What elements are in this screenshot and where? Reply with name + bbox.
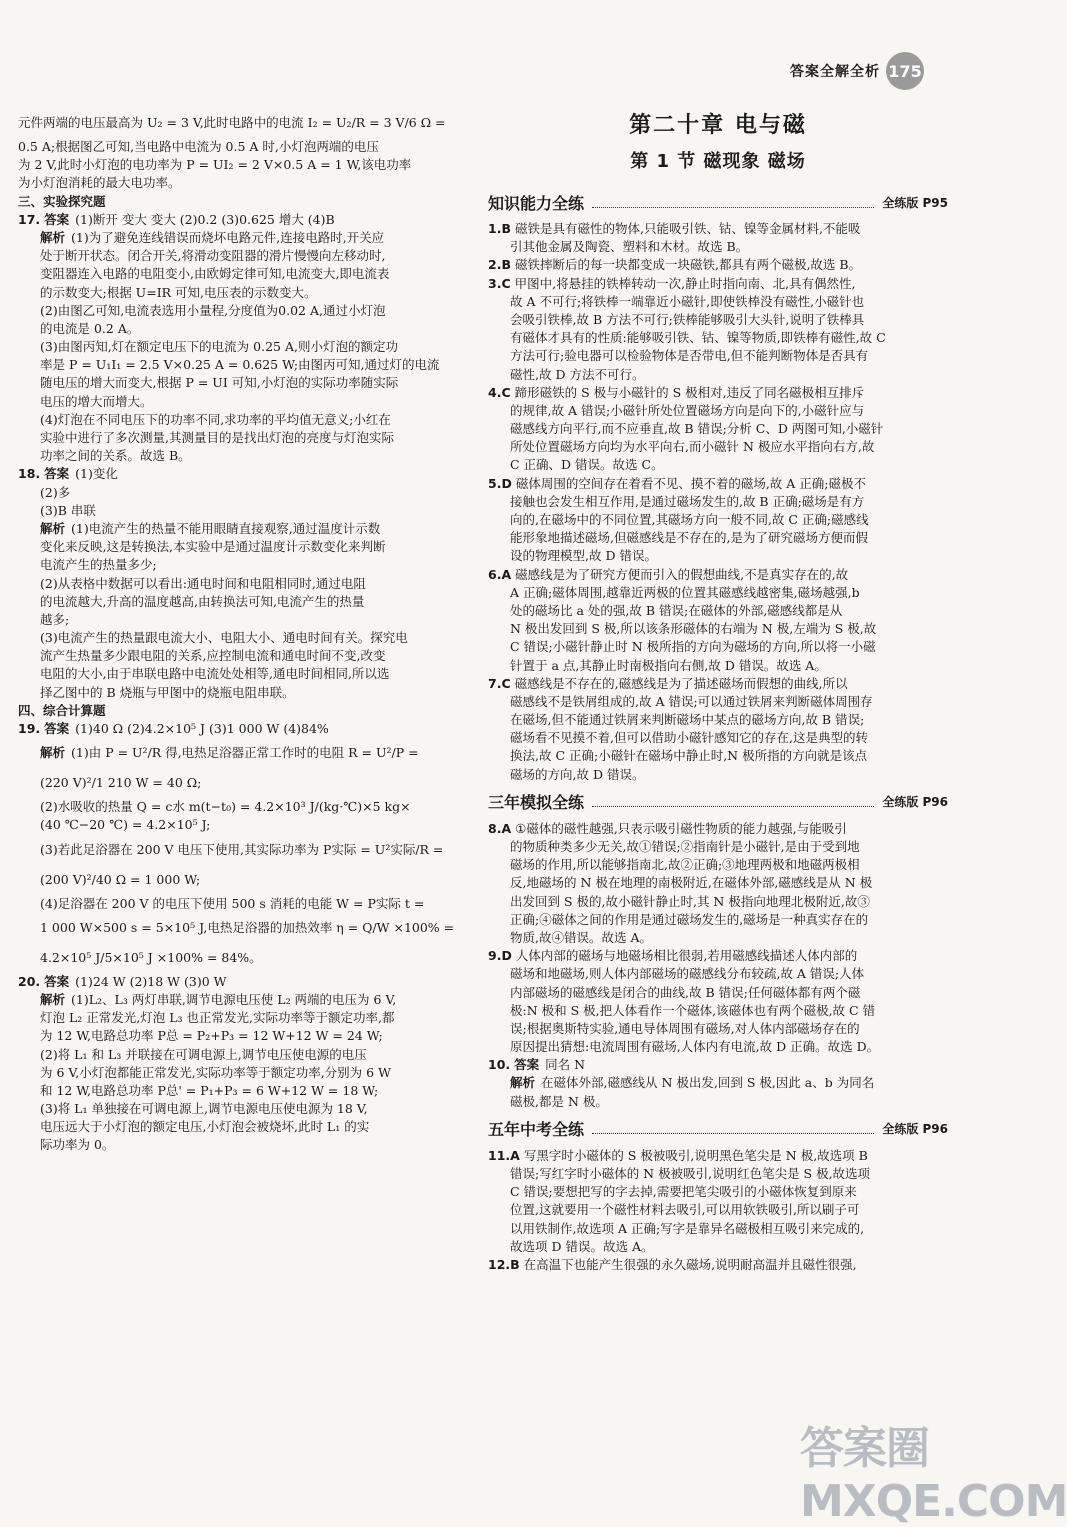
text-line: [488, 1093, 948, 1111]
text-line: [488, 1056, 948, 1074]
text-line: [488, 402, 948, 420]
line-text: 故选项 D 错误。故选 A。: [510, 1238, 654, 1254]
line-text: C 错误;要想把写的字去掉,需要把笔尖吸引的小磁体恢复到原来: [510, 1184, 857, 1200]
line-text: 磁场的作用,所以能够指南北,故②正确;③地理两极和地磁两极相: [510, 857, 860, 873]
line-text: 的电流是 0.2 A。: [40, 320, 140, 336]
text-line: [488, 384, 948, 402]
answer-label: 解析: [40, 745, 66, 761]
line-text: 电压的增大而增大。: [40, 393, 153, 409]
line-text: 换法,故 C 正确;小磁针在磁场中静止时,N 极所指的方向就是该点: [510, 748, 868, 764]
line-text: 1 000 W×500 s = 5×10⁵ J,电热足浴器的加热效率 η = Q/W ×100% =: [40, 919, 455, 935]
text-line: [18, 738, 476, 768]
line-text: 随电压的增大而变大,根据 P = UI 可知,小灯泡的实际功率随实际: [40, 375, 399, 391]
text-line: [18, 374, 476, 392]
question-number: 19.: [18, 721, 41, 736]
line-text: (3)由图丙知,灯在额定电压下的电流为 0.25 A,则小灯泡的额定功: [40, 339, 398, 355]
text-line: [18, 174, 476, 192]
line-text: 引其他金属及陶瓷、塑料和木材。故选 B。: [510, 239, 749, 255]
line-text: 有磁体才具有的性质:能够吸引铁、钴、镍等物质,即铁棒有磁性,故 C: [510, 330, 886, 346]
line-text: 向的,在磁场中的不同位置,其磁场方向一般不同,故 C 正确;磁感线: [510, 512, 869, 527]
text-line: [18, 320, 476, 338]
text-line: [18, 629, 476, 647]
question-number: 9.D: [488, 948, 512, 964]
text-line: [18, 447, 476, 465]
band-ref: 全练版 P96: [882, 1122, 948, 1137]
text-line: [18, 991, 476, 1009]
question-number: 17.: [18, 211, 41, 227]
line-text: 位置,这就要用一个磁性材料去吸引,可以用软铁吸引,所以刷子可: [510, 1202, 860, 1218]
line-text: 以用铁制作,故选项 A 正确;写字是靠异名磁极相互吸引来完成的,: [510, 1220, 865, 1236]
question-number: 4.C: [488, 384, 511, 400]
line-text: (1)为了避免连线错误而烧坏电路元件,连接电路时,开关应: [71, 229, 385, 245]
text-line: [488, 874, 948, 892]
answer-label: 解析: [40, 229, 66, 245]
text-line: [18, 520, 476, 538]
text-line: [488, 929, 948, 947]
chapter-title: 第二十章 电与磁: [629, 113, 807, 138]
text-line: [18, 1046, 476, 1064]
text-line: [488, 529, 948, 547]
line-text: 正确;④磁体之间的作用是通过磁场发生的,磁场是一种真实存在的: [510, 911, 869, 927]
text-line: [18, 611, 476, 629]
line-text: 磁感线是不存在的,磁感线是为了描述磁场而假想的曲线,所以: [514, 675, 848, 691]
line-text: C 错误;小磁针静止时 N 极所指的方向为磁场的方向,所以将一小磁: [510, 639, 876, 655]
line-text: 为 2 V,此时小灯泡的电功率为 P = UI₂ = 2 V×0.5 A = 1 W,该电功率: [18, 157, 412, 173]
text-line: [18, 284, 476, 302]
line-text: 为 12 W,电路总功率 P总 = P₂+P₃ = 12 W+12 W = 24 W;: [40, 1028, 383, 1044]
text-line: [18, 138, 476, 156]
line-text: 磁性,故 D 方法不可行。: [510, 366, 645, 382]
right-column: [488, 108, 948, 1274]
page-number-badge: 175: [886, 52, 924, 90]
text-line: [18, 1118, 476, 1136]
line-text: 甲图中,将悬挂的铁棒转动一次,静止时指向南、北,具有偶然性,: [514, 275, 856, 291]
line-text: 率是 P = U₁I₁ = 2.5 V×0.25 A = 0.625 W;由图丙可知,通过灯的电流: [40, 357, 440, 373]
answer-label: 答案: [44, 721, 70, 736]
line-text: 接触也会发生相互作用,是通过磁场发生的,故 B 正确;磁场是有方: [510, 493, 865, 509]
line-text: 写黑字时小磁体的 S 极被吸引,说明黑色笔尖是 N 极,故选项 B: [523, 1147, 868, 1163]
text-line: [18, 1009, 476, 1027]
band-divider: [592, 796, 874, 807]
text-line: [488, 293, 948, 311]
line-text: (3)将 L₁ 单独接在可调电源上,调节电源电压使电源为 18 V,: [40, 1101, 368, 1117]
line-text: 磁铁摔断后的每一块都变成一块磁铁,都具有两个磁极,故选 B。: [514, 257, 862, 273]
question-number: 10.: [488, 1057, 511, 1073]
text-line: [488, 511, 948, 529]
line-text: 蹄形磁铁的 S 极与小磁针的 S 极相对,违反了同名磁极相互排斥: [514, 384, 865, 400]
text-line: [488, 420, 948, 438]
line-text: (2)水吸收的热量 Q = c水 m(t−t₀) = 4.2×10³ J/(kg·℃)×5 kg×: [40, 799, 411, 815]
text-line: [488, 947, 948, 965]
line-text: 故 A 不可行;将铁棒一端靠近小磁针,即使铁棒没有磁性,小磁针也: [510, 293, 865, 309]
line-text: 磁感线不是铁屑组成的,故 A 错误;可以通过铁屑来判断磁体周围存: [510, 693, 873, 709]
line-text: (4)灯泡在不同电压下的功率不同,求功率的平均值无意义;小红在: [40, 411, 391, 427]
text-line: [18, 1136, 476, 1154]
line-text: 4.2×10⁵ J/5×10⁵ J ×100% = 84%。: [40, 949, 262, 965]
question-number: 5.D: [488, 475, 512, 491]
line-text: C 正确、D 错误。故选 C。: [510, 457, 664, 473]
line-text: (1)由 P = U²/R 得,电热足浴器正常工作时的电阻 R = U²/P =: [71, 745, 419, 761]
question-number: 3.C: [488, 275, 511, 291]
line-text: (200 V)²/40 Ω = 1 000 W;: [40, 871, 201, 887]
line-text: 磁场和地磁场,则人体内部磁场的磁感线分布较疏,故 A 错误;人体: [510, 966, 865, 982]
band-divider: [592, 1123, 874, 1134]
text-line: [488, 711, 948, 729]
line-text: ①磁体的磁性越强,只表示吸引磁性物质的能力越强,与能吸引: [515, 820, 847, 836]
band-divider: [592, 197, 874, 208]
line-text: 物质,故④错误。故选 A。: [510, 929, 652, 945]
line-text: 实验中进行了多次测量,其测量目的是找出灯泡的亮度与灯泡实际: [40, 430, 394, 445]
line-text: (2)将 L₁ 和 L₃ 并联接在可调电源上,调节电压使电源的电压: [40, 1046, 367, 1062]
text-line: [488, 566, 948, 584]
text-line: [488, 1238, 948, 1256]
five-year-answers: [488, 1147, 948, 1274]
question-number: 11.A: [488, 1147, 520, 1163]
question-number: 12.B: [488, 1256, 520, 1272]
text-line: [18, 502, 476, 520]
answer-label: 答案: [44, 211, 70, 227]
text-line: [488, 456, 948, 474]
text-line: [18, 1100, 476, 1118]
line-text: A 正确;磁体周围,越靠近两极的位置其磁感线越密集,磁场越强,b: [510, 584, 860, 600]
text-line: [488, 638, 948, 656]
text-line: [488, 275, 948, 293]
question-number: 6.A: [488, 566, 512, 582]
line-text: 在高温下也能产生很强的永久磁场,说明耐高温并且磁性很强,: [523, 1256, 857, 1272]
line-text: (2)多: [40, 484, 71, 500]
line-text: 流产生热量多少跟电阻的关系,应控制电流和通电时间不变,改变: [40, 648, 386, 664]
line-text: 磁感线方向平行,而不应垂直,故 B 错误;分析 C、D 两图可知,小磁针: [510, 421, 884, 437]
line-text: 变阻器连入电路的电阻变小,由欧姆定律可知,电流变大,即电流表: [40, 266, 390, 282]
line-text: 变化来反映,这是转换法,本实验中是通过温度计示数变化来判断: [40, 539, 386, 555]
line-text: 误;根据奥斯特实验,通电导体周围有磁场,对人体内部磁场存在的: [510, 1020, 860, 1036]
line-text: N 极出发回到 S 极,所以该条形磁体的右端为 N 极,左端为 S 极,故: [510, 621, 877, 637]
text-line: [18, 575, 476, 593]
line-text: 和 12 W,电路总功率 P总' = P₁+P₃ = 6 W+12 W = 18 W;: [40, 1082, 379, 1098]
text-line: [18, 108, 476, 138]
text-line: [18, 720, 476, 738]
line-text: 能形象地描述磁场,但磁感线是不存在的,是为了研究磁场方便而假: [510, 530, 868, 546]
text-line: [488, 820, 948, 838]
line-text: 处的磁场比 a 处的强,故 B 错误;在磁体的外部,磁感线都是从: [510, 602, 843, 618]
text-line: [18, 1064, 476, 1082]
line-text: 错误;写红字时小磁体的 N 极被吸引,说明红色笔尖是 S 极,故选项: [510, 1166, 871, 1181]
text-line: [488, 838, 948, 856]
text-line: [18, 429, 476, 447]
text-line: [18, 193, 476, 211]
line-text: 为 6 V,小灯泡都能正常发光,实际功率等于额定功率,分别为 6 W: [40, 1064, 391, 1080]
line-text: 磁感线是为了研究方便而引入的假想曲线,不是真实存在的,故: [515, 566, 849, 582]
text-line: [18, 1082, 476, 1100]
watermark-logo: 答案圈 MXQE.COM: [800, 1423, 1067, 1527]
line-text: 的示数变大;根据 U=IR 可知,电压表的示数变大。: [40, 284, 317, 300]
line-text: (1)40 Ω (2)4.2×10⁵ J (3)1 000 W (4)84%: [75, 721, 329, 736]
text-line: [488, 1038, 948, 1056]
text-line: [18, 835, 476, 865]
line-text: 同名 N: [545, 1057, 586, 1073]
text-line: [18, 229, 476, 247]
line-text: (220 V)²/1 210 W = 40 Ω;: [40, 775, 202, 791]
left-column: [18, 108, 476, 1155]
text-line: [488, 1220, 948, 1238]
question-number: 1.B: [488, 221, 511, 236]
text-line: [488, 1165, 948, 1183]
text-line: [488, 911, 948, 929]
band-title: 三年模拟全练: [488, 793, 585, 813]
line-text: 三、实验探究题: [18, 193, 106, 209]
text-line: [18, 768, 476, 798]
text-line: [488, 602, 948, 620]
text-line: [488, 675, 948, 693]
line-text: 磁场的方向,故 D 错误。: [510, 766, 645, 782]
line-text: (1)断开 变大 变大 (2)0.2 (3)0.625 增大 (4)B: [75, 211, 335, 227]
text-line: [18, 265, 476, 283]
line-text: 四、综合计算题: [18, 702, 106, 718]
text-line: [18, 816, 476, 834]
text-line: [18, 684, 476, 702]
line-text: (3)若此足浴器在 200 V 电压下使用,其实际功率为 P实际 = U²实际/R =: [40, 841, 444, 857]
three-year-answers: [488, 820, 948, 1111]
line-text: 际功率为 0。: [40, 1137, 115, 1153]
line-text: (40 ℃−20 ℃) = 4.2×10⁵ J;: [40, 817, 211, 833]
text-line: [488, 475, 948, 493]
line-text: 磁场看不见摸不着,但可以借助小磁针感知它的存在,这是典型的转: [510, 730, 868, 746]
text-line: [18, 338, 476, 356]
text-line: [18, 156, 476, 174]
text-line: [18, 973, 476, 991]
text-line: [18, 647, 476, 665]
text-line: [488, 620, 948, 638]
band-three-year: [488, 788, 948, 816]
text-line: [488, 1147, 948, 1165]
answer-label: 解析: [510, 1075, 536, 1091]
line-text: 方法可行;验电器可以检验物体是否带电,但不能判断物体是否具有: [510, 348, 869, 364]
line-text: 功率之间的关系。故选 B。: [40, 448, 191, 464]
line-text: (3)电流产生的热量跟电流大小、电阻大小、通电时间有关。探究电: [40, 630, 408, 646]
text-line: [18, 538, 476, 556]
line-text: (1)变化: [75, 466, 118, 482]
line-text: 极:N 极和 S 极,把人体看作一个磁体,该磁体也有两个磁极,故 C 错: [510, 1002, 876, 1018]
text-line: [18, 247, 476, 265]
text-line: [488, 856, 948, 874]
line-text: 择乙图中的 B 烧瓶与甲图中的烧瓶电阻串联。: [40, 684, 295, 700]
line-text: 电阻的大小,由于串联电路中电流处处相等,通电时间相同,所以选: [40, 666, 390, 682]
line-text: 为小灯泡消耗的最大电功率。: [18, 175, 181, 191]
text-line: [18, 913, 476, 943]
line-text: 处于断开状态。闭合开关,将滑动变阻器的滑片慢慢向左移动时,: [40, 248, 386, 264]
text-line: [488, 1183, 948, 1201]
answer-label: 答案: [44, 973, 70, 989]
text-line: [488, 893, 948, 911]
band-title: 知识能力全练: [488, 193, 585, 213]
text-line: [488, 1201, 948, 1219]
line-text: (3)B 串联: [40, 502, 96, 518]
line-text: 元件两端的电压最高为 U₂ = 3 V,此时电路中的电流 I₂ = U₂/R = 3 V/6 Ω =: [18, 115, 446, 130]
line-text: 磁体周围的空间存在着看不见、摸不着的磁场,故 A 正确;磁极不: [515, 475, 866, 491]
line-text: (2)由图乙可知,电流表选用小量程,分度值为0.02 A,通过小灯泡: [40, 302, 386, 318]
line-text: 在磁体外部,磁感线从 N 极出发,回到 S 极,因此 a、b 为同名: [541, 1075, 875, 1091]
band-five-year: [488, 1115, 948, 1143]
text-line: [488, 547, 948, 565]
question-number: 2.B: [488, 257, 511, 273]
header-title: 答案全解全析: [790, 64, 880, 80]
line-text: (1)24 W (2)18 W (3)0 W: [75, 973, 227, 989]
line-text: 的电流越大,升高的温度越高,由转换法可知,电流产生的热量: [40, 593, 365, 609]
text-line: [488, 747, 948, 765]
text-line: [18, 1027, 476, 1045]
text-line: [488, 493, 948, 511]
text-line: [488, 729, 948, 747]
line-text: 越多;: [40, 611, 70, 627]
band-ref: 全练版 P95: [882, 195, 948, 210]
line-text: 的规律,故 A 错误;小磁针所处位置磁场方向是向下的,小磁针应与: [510, 402, 865, 418]
line-text: 出发回到 S 极的,故小磁针静止时,其 N 极指向地理北极附近,故③: [510, 893, 870, 909]
line-text: 电压远大于小灯泡的额定电压,小灯泡会被烧坏,此时 L₁ 的实: [40, 1119, 370, 1135]
knowledge-answers: [488, 220, 948, 784]
line-text: (1)电流产生的热量不能用眼睛直接观察,通过温度计示数: [71, 520, 381, 536]
text-line: [18, 556, 476, 574]
answer-label: 答案: [44, 466, 70, 482]
line-text: 内部磁场的磁感线是闭合的曲线,故 B 错误;任何磁体都有两个磁: [510, 984, 861, 1000]
section-title: 第 1 节 磁现象 磁场: [630, 151, 806, 172]
line-text: (1)L₂、L₃ 两灯串联,调节电源电压使 L₂ 两端的电压为 6 V,: [71, 991, 397, 1007]
page-header: [790, 52, 924, 90]
text-line: [18, 798, 476, 816]
text-line: [488, 256, 948, 274]
line-text: 的物质种类多少无关,故①错误;②指南针是小磁针,是由于受到地: [510, 839, 860, 854]
text-line: [18, 465, 476, 483]
text-line: [488, 584, 948, 602]
text-line: [488, 1002, 948, 1020]
text-line: [488, 311, 948, 329]
text-line: [488, 984, 948, 1002]
text-line: [18, 593, 476, 611]
question-number: 20.: [18, 973, 41, 989]
band-ref: 全练版 P96: [882, 795, 948, 810]
text-line: [488, 238, 948, 256]
text-line: [488, 1074, 948, 1092]
question-number: 18.: [18, 466, 41, 482]
line-text: 电流产生的热量多少;: [40, 557, 157, 573]
text-line: [488, 366, 948, 384]
question-number: 8.A: [488, 820, 512, 836]
line-text: 磁极,都是 N 极。: [510, 1093, 608, 1109]
band-title: 五年中考全练: [488, 1120, 585, 1140]
line-text: 设的物理模型,故 D 错误。: [510, 548, 657, 564]
line-text: 会吸引铁棒,故 B 方法不可行;铁棒能够吸引大头针,说明了铁棒具: [510, 311, 865, 327]
line-text: 原因提出猜想:电流周围有磁场,人体内有电流,故 D 正确。故选 D。: [510, 1039, 880, 1055]
text-line: [18, 895, 476, 913]
line-text: 人体内部的磁场与地磁场相比很弱,若用磁感线描述人体内部的: [515, 948, 858, 964]
answer-label: 答案: [514, 1057, 540, 1073]
text-line: [18, 211, 476, 229]
answer-label: 解析: [40, 520, 66, 536]
text-line: [488, 693, 948, 711]
band-knowledge: [488, 188, 948, 216]
text-line: [18, 411, 476, 429]
text-line: [18, 943, 476, 973]
line-text: 磁铁是具有磁性的物体,只能吸引铁、钴、镍等金属材料,不能吸: [514, 221, 861, 236]
text-line: [488, 220, 948, 238]
text-line: [18, 484, 476, 502]
text-line: [488, 329, 948, 347]
text-line: [488, 657, 948, 675]
text-line: [488, 965, 948, 983]
text-line: [18, 393, 476, 411]
text-line: [488, 766, 948, 784]
text-line: [18, 865, 476, 895]
question-number: 7.C: [488, 675, 511, 691]
line-text: 灯泡 L₂ 正常发光,灯泡 L₃ 也正常发光,实际功率等于额定功率,都: [40, 1010, 395, 1026]
text-line: [488, 438, 948, 456]
text-line: [18, 302, 476, 320]
line-text: 所处位置磁场方向均为水平向右,而小磁针 N 极应水平指向右方,故: [510, 439, 875, 455]
text-line: [18, 356, 476, 374]
line-text: (4)足浴器在 200 V 的电压下使用 500 s 消耗的电能 W = P实际 t =: [40, 895, 425, 911]
text-line: [488, 1256, 948, 1274]
text-line: [18, 702, 476, 720]
line-text: 0.5 A;根据图乙可知,当电路中电流为 0.5 A 时,小灯泡两端的电压: [18, 139, 379, 154]
text-line: [488, 347, 948, 365]
line-text: 反,地磁场的 N 极在地理的南极附近,在磁体外部,磁感线是从 N 极: [510, 875, 873, 891]
line-text: (2)从表格中数据可以看出:通电时间和电阻相同时,通过电阻: [40, 575, 366, 591]
line-text: 在磁场,但不能通过铁屑来判断磁场中某点的磁场方向,故 B 错误;: [510, 712, 865, 728]
text-line: [488, 1020, 948, 1038]
text-line: [18, 665, 476, 683]
line-text: 针置于 a 点,其静止时南极指向右侧,故 D 错误。故选 A。: [510, 657, 827, 673]
answer-label: 解析: [40, 991, 66, 1007]
